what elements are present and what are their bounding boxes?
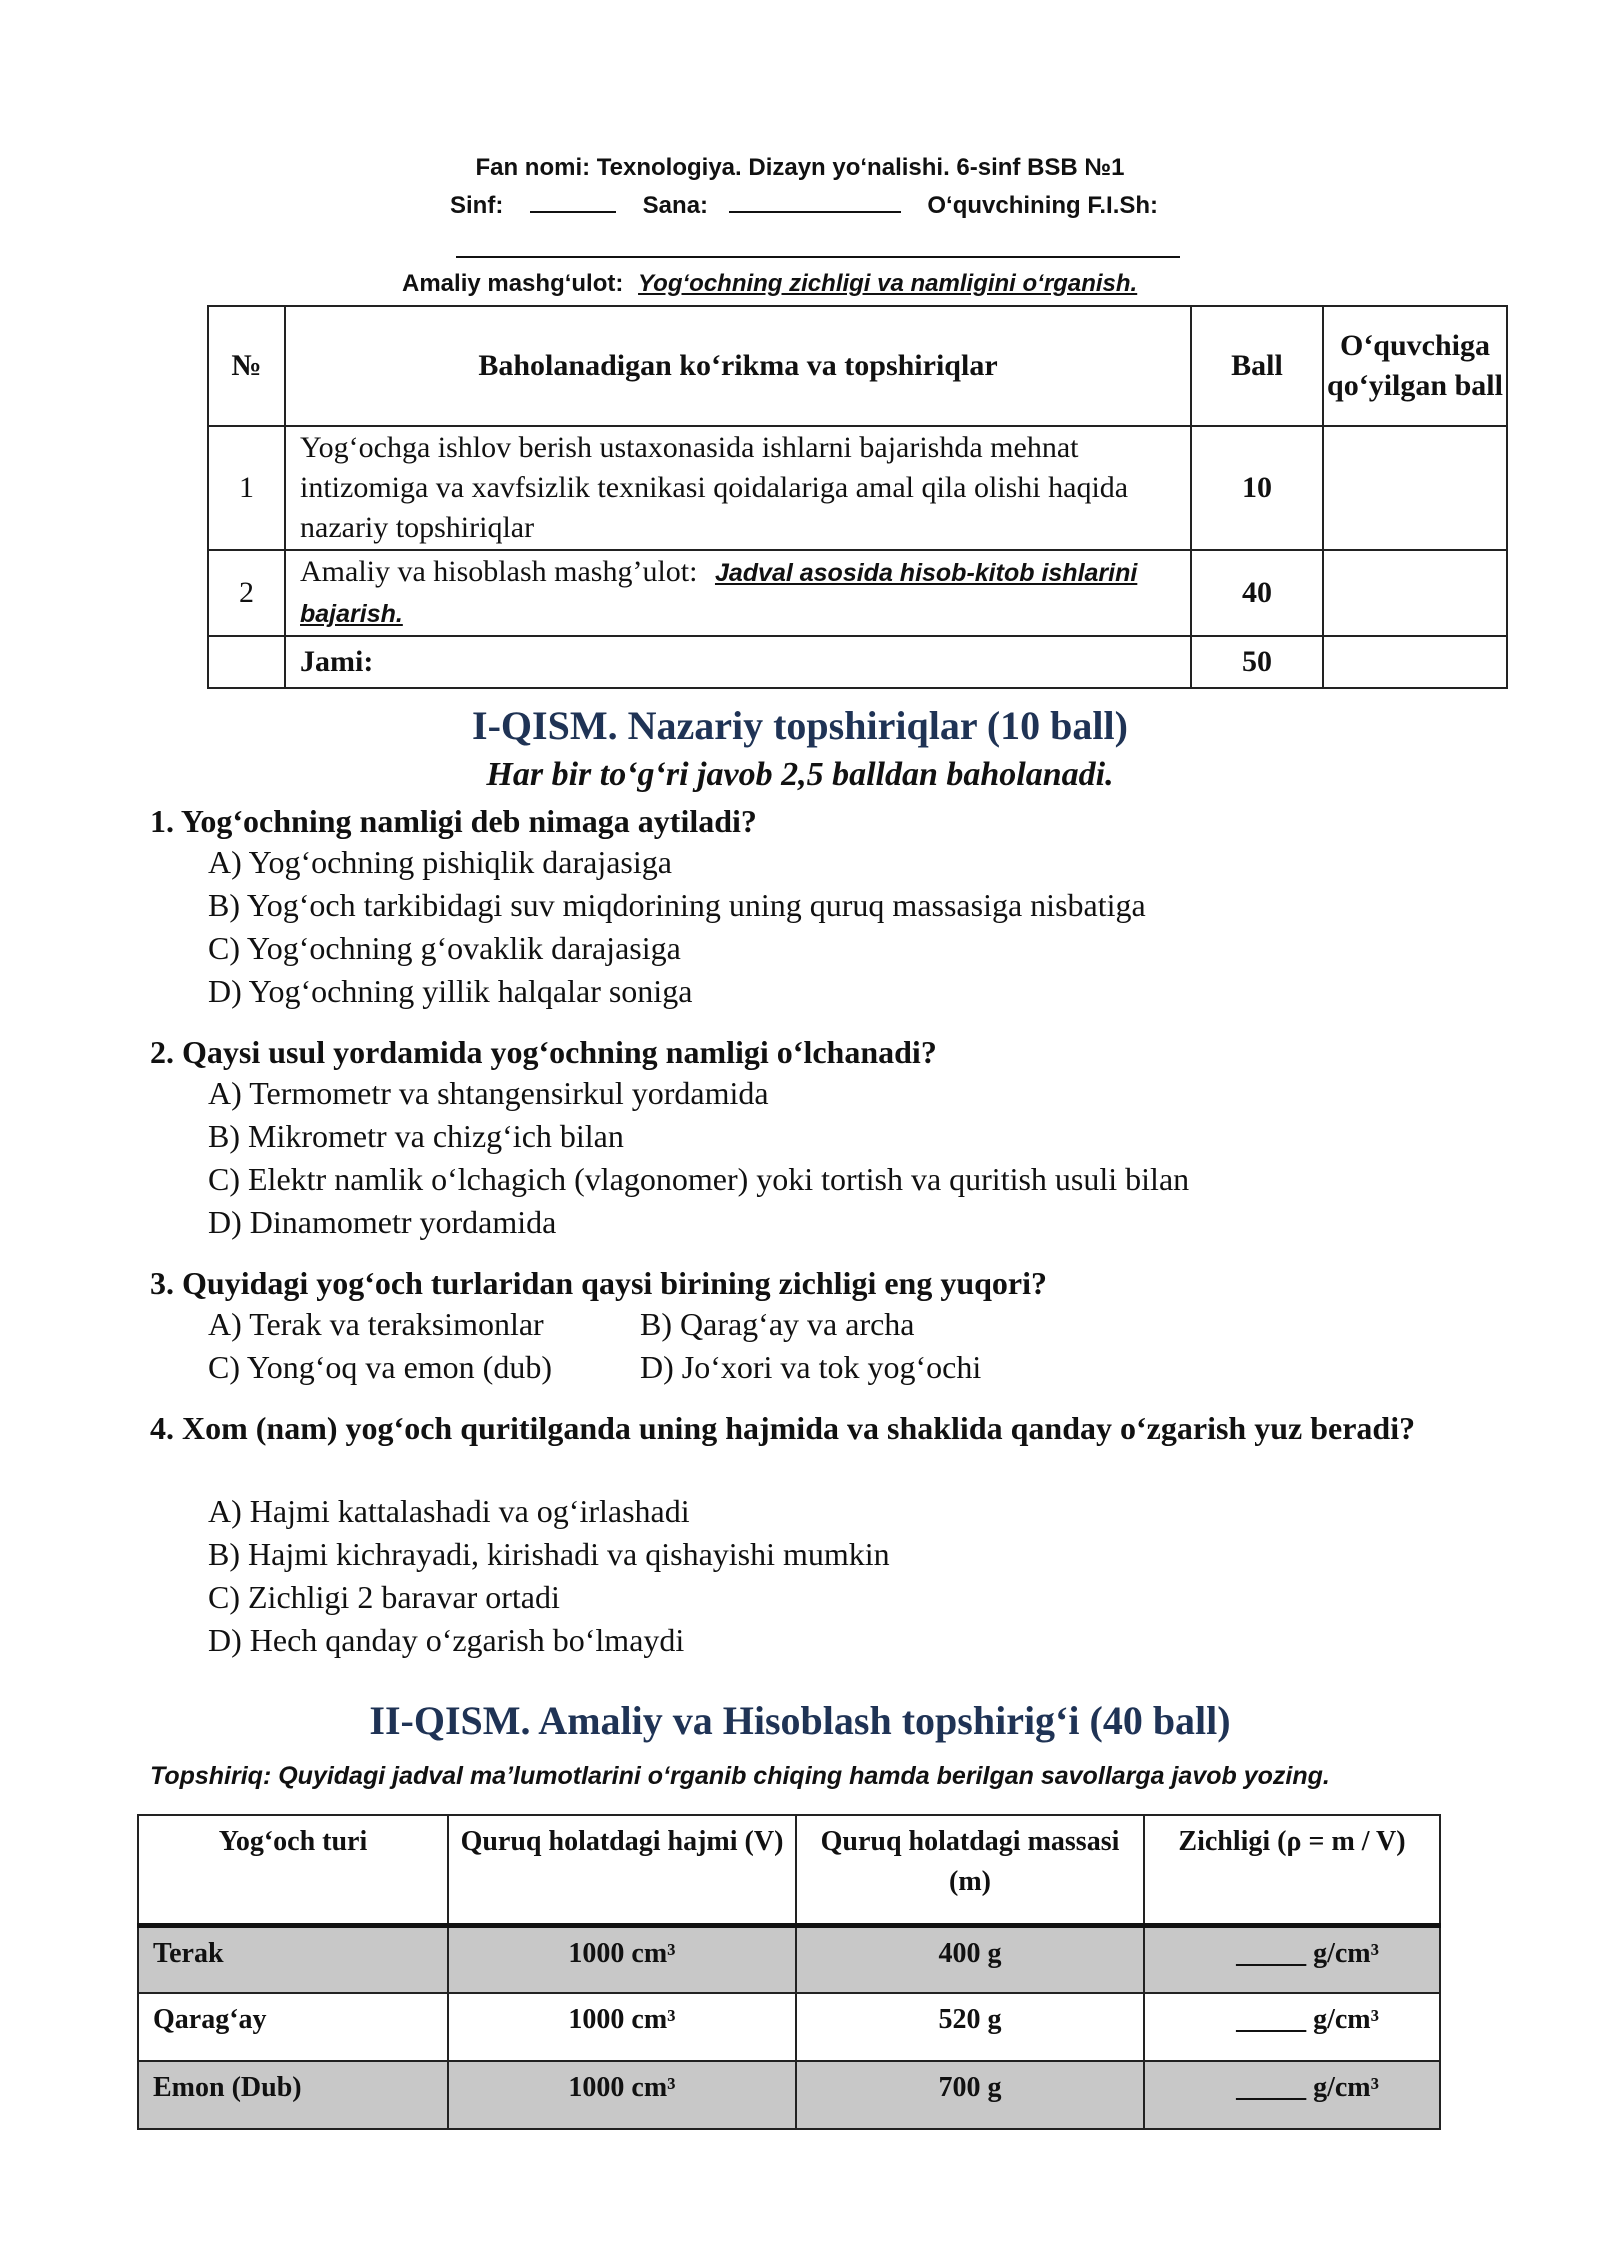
- part1-subtitle: Har bir to‘g‘ri javob 2,5 balldan baholanadi.: [486, 756, 1114, 793]
- option-2b[interactable]: B) Mikrometr va chizg‘ich bilan: [208, 1118, 624, 1154]
- sinf-label: Sinf:: [450, 192, 504, 219]
- table-row: [208, 550, 1507, 636]
- document-title: Fan nomi: Texnologiya. Dizayn yo‘nalishi. 6-sinf BSB №1: [475, 154, 1125, 181]
- amaliy-line: [402, 270, 1137, 298]
- wood-mass: 400 g: [796, 1925, 1144, 1993]
- wood-name: Emon (Dub): [138, 2061, 448, 2129]
- col-student-ball: O‘quvchiga qo‘yilgan ball: [1323, 306, 1507, 426]
- total-ball: 50: [1191, 636, 1323, 688]
- fish-label: O‘quvchining F.I.Sh:: [927, 192, 1159, 219]
- density-answer[interactable]: _____ g/cm³: [1144, 1925, 1440, 1993]
- amaliy-topic: Yog‘ochning zichligi va namligini o‘rganish.: [638, 270, 1138, 297]
- option-2a[interactable]: A) Termometr va shtangensirkul yordamida: [208, 1075, 769, 1111]
- density-table-header: [138, 1815, 1440, 1925]
- row-ball: 40: [1191, 550, 1323, 636]
- question-1: 1. Yog‘ochning namligi deb nimaga aytiladi?: [150, 803, 757, 839]
- wood-mass: 700 g: [796, 2061, 1144, 2129]
- col-volume: Quruq holatdagi hajmi (V): [448, 1815, 796, 1925]
- option-1b[interactable]: B) Yog‘och tarkibidagi suv miqdorining uning quruq massasiga nisbatiga: [208, 887, 1146, 923]
- row-ball: 10: [1191, 426, 1323, 550]
- question-2: 2. Qaysi usul yordamida yog‘ochning namligi o‘lchanadi?: [150, 1034, 937, 1070]
- col-ball: Ball: [1191, 306, 1323, 426]
- option-4c[interactable]: C) Zichligi 2 baravar ortadi: [208, 1579, 560, 1615]
- table-row: [208, 426, 1507, 550]
- sana-blank[interactable]: [729, 193, 901, 213]
- wood-volume: 1000 cm³: [448, 1993, 796, 2061]
- amaliy-label: Amaliy mashg‘ulot:: [402, 270, 624, 297]
- option-4d[interactable]: D) Hech qanday o‘zgarish bo‘lmaydi: [208, 1622, 685, 1658]
- sinf-blank[interactable]: [530, 193, 616, 213]
- table-row: [138, 2061, 1440, 2129]
- question-4: 4. Xom (nam) yog‘och quritilganda uning hajmida va shaklida qanday o‘zgarish yuz beradi?: [150, 1410, 1416, 1446]
- option-2c[interactable]: C) Elektr namlik o‘lchagich (vlagonomer) yoki tortish va quritish usuli bilan: [208, 1161, 1190, 1197]
- density-table: [137, 1814, 1441, 2130]
- part2-title: II-QISM. Amaliy va Hisoblash topshirig‘i (40 ball): [369, 1698, 1231, 1743]
- option-2d[interactable]: D) Dinamometr yordamida: [208, 1204, 557, 1240]
- option-4a[interactable]: A) Hajmi kattalashadi va og‘irlashadi: [208, 1493, 690, 1529]
- wood-volume: 1000 cm³: [448, 1925, 796, 1993]
- total-label: Jami:: [285, 636, 1191, 688]
- row-task: [285, 550, 1191, 636]
- score-table: [207, 305, 1508, 689]
- student-info-line: [450, 192, 1158, 220]
- table-row: [138, 1925, 1440, 1993]
- student-total-cell[interactable]: [1323, 636, 1507, 688]
- total-row: [208, 636, 1507, 688]
- wood-name: Qarag‘ay: [138, 1993, 448, 2061]
- part2-task: Topshiriq: Quyidagi jadval ma’lumotlarini o‘rganib chiqing hamda berilgan savollarga javob yozing.: [150, 1762, 1330, 1790]
- option-1d[interactable]: D) Yog‘ochning yillik halqalar soniga: [208, 973, 693, 1009]
- sana-label: Sana:: [642, 192, 709, 219]
- score-table-header: [208, 306, 1507, 426]
- col-number: №: [208, 306, 285, 426]
- row-task: Yog‘ochga ishlov berish ustaxonasida ishlarni bajarishda mehnat intizomiga va xavfsizlik texnikasi qoidalariga amal qila olishi haqida nazariy topshiriqlar: [285, 426, 1191, 550]
- wood-mass: 520 g: [796, 1993, 1144, 2061]
- col-wood-type: Yog‘och turi: [138, 1815, 448, 1925]
- option-3a[interactable]: A) Terak va teraksimonlar: [208, 1306, 544, 1342]
- density-answer[interactable]: _____ g/cm³: [1144, 2061, 1440, 2129]
- table-row: [138, 1993, 1440, 2061]
- col-density: Zichligi (ρ = m / V): [1144, 1815, 1440, 1925]
- row-task-link: Jadval asosida hisob-kitob ishlarini bajarish.: [300, 559, 1138, 628]
- option-3b[interactable]: B) Qarag‘ay va archa: [640, 1306, 915, 1342]
- row-task-prefix: Amaliy va hisoblash mashg’ulot:: [300, 555, 698, 588]
- row-number: 1: [208, 426, 285, 550]
- row-number: 2: [208, 550, 285, 636]
- fish-blank-line[interactable]: [456, 256, 1180, 258]
- density-answer[interactable]: _____ g/cm³: [1144, 1993, 1440, 2061]
- wood-volume: 1000 cm³: [448, 2061, 796, 2129]
- option-1c[interactable]: C) Yog‘ochning g‘ovaklik darajasiga: [208, 930, 681, 966]
- option-3d[interactable]: D) Jo‘xori va tok yog‘ochi: [640, 1349, 982, 1385]
- option-4b[interactable]: B) Hajmi kichrayadi, kirishadi va qishayishi mumkin: [208, 1536, 890, 1572]
- question-3: 3. Quyidagi yog‘och turlaridan qaysi birining zichligi eng yuqori?: [150, 1265, 1048, 1301]
- wood-name: Terak: [138, 1925, 448, 1993]
- student-ball-cell[interactable]: [1323, 550, 1507, 636]
- col-mass: Quruq holatdagi massasi (m): [796, 1815, 1144, 1925]
- part1-title: I-QISM. Nazariy topshiriqlar (10 ball): [472, 703, 1128, 748]
- option-1a[interactable]: A) Yog‘ochning pishiqlik darajasiga: [208, 844, 672, 880]
- total-empty-cell: [208, 636, 285, 688]
- student-ball-cell[interactable]: [1323, 426, 1507, 550]
- col-task: Baholanadigan ko‘rikma va topshiriqlar: [285, 306, 1191, 426]
- option-3c[interactable]: C) Yong‘oq va emon (dub): [208, 1349, 552, 1385]
